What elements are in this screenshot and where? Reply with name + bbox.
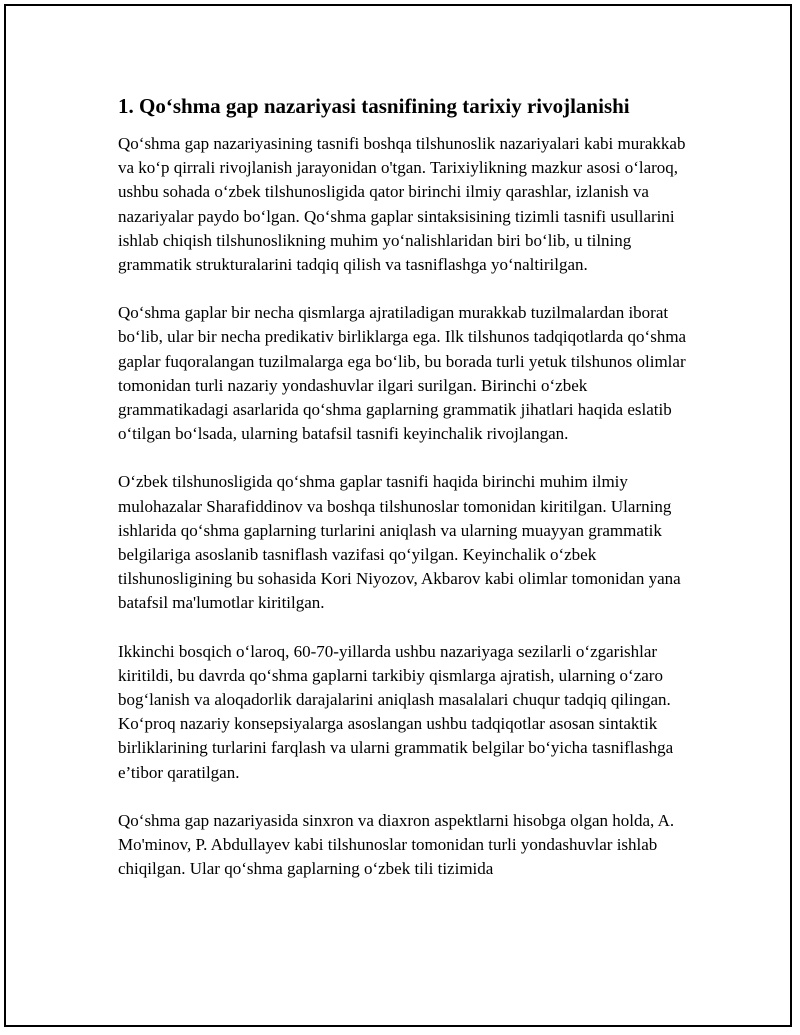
- paragraph-3: O‘zbek tilshunosligida qo‘shma gaplar tasnifi haqida birinchi muhim ilmiy mulohazalar Sharafiddinov va boshqa tilshunoslar tomonidan kiritilgan. Ularning ishlarida qo‘shma gaplarning turlarini aniqlash va ularning muayyan grammatik belgilariga asoslanib tasniflash vazifasi qo‘yilgan. Keyinchalik o‘zbek tilshunosligining bu sohasida Kori Niyozov, Akbarov kabi olimlar tomonidan yana batafsil ma'lumotlar kiritilgan.: [118, 472, 681, 613]
- paragraph-1: Qo‘shma gap nazariyasining tasnifi boshqa tilshunoslik nazariyalari kabi murakkab va ko‘p qirrali rivojlanish jarayonidan o'tgan. Tarixiylikning mazkur asosi o‘laroq, ushbu sohada o‘zbek tilshunosligida qator birinchi ilmiy qarashlar, izlanish va nazariyalar paydo bo‘lgan. Qo‘shma gaplar sintaksisining tizimli tasnifi usullarini ishlab chiqish tilshunoslikning muhim yo‘nalishlaridan biri bo‘lib, u tilning grammatik strukturalarini tadqiq qilish va tasniflashga yo‘naltirilgan.: [118, 134, 686, 275]
- section-heading: 1. Qo‘shma gap nazariyasi tasnifining tarixiy rivojlanishi: [118, 94, 630, 118]
- document-body: [118, 92, 698, 905]
- paragraph-2: Qo‘shma gaplar bir necha qismlarga ajratiladigan murakkab tuzilmalardan iborat bo‘lib, ular bir necha predikativ birliklarga ega. Ilk tilshunos tadqiqotlarda qo‘shma gaplar fuqoralangan tuzilmalarga ega bo‘lib, bu borada turli yetuk tilshunos olimlar tomonidan turli nazariy yondashuvlar ilgari surilgan. Birinchi o‘zbek grammatikadagi asarlarida qo‘shma gaplarning grammatik jihatlari haqida eslatib o‘tilgan bo‘lsada, ularning batafsil tasnifi keyinchalik rivojlangan.: [118, 303, 687, 444]
- paragraph-5: Qo‘shma gap nazariyasida sinxron va diaxron aspektlarni hisobga olgan holda, A. Mo'minov, P. Abdullayev kabi tilshunoslar tomonidan turli yondashuvlar ishlab chiqilgan. Ular qo‘shma gaplarning o‘zbek tili tizimida: [118, 810, 675, 879]
- paragraph-4: Ikkinchi bosqich o‘laroq, 60-70-yillarda ushbu nazariyaga sezilarli o‘zgarishlar kiritildi, bu davrda qo‘shma gaplarni tarkibiy qismlarga ajratish, ularning o‘zaro bog‘lanish va aloqadorlik darajalarini aniqlash masalalari chuqur tadqiq qilingan. Ko‘proq nazariy konsepsiyalarga asoslangan ushbu tadqiqotlar asosan sintaktik birliklarining turlarini farqlash va ularni grammatik belgilar bo‘yicha tasniflashga e’tibor qaratilgan.: [118, 641, 674, 782]
